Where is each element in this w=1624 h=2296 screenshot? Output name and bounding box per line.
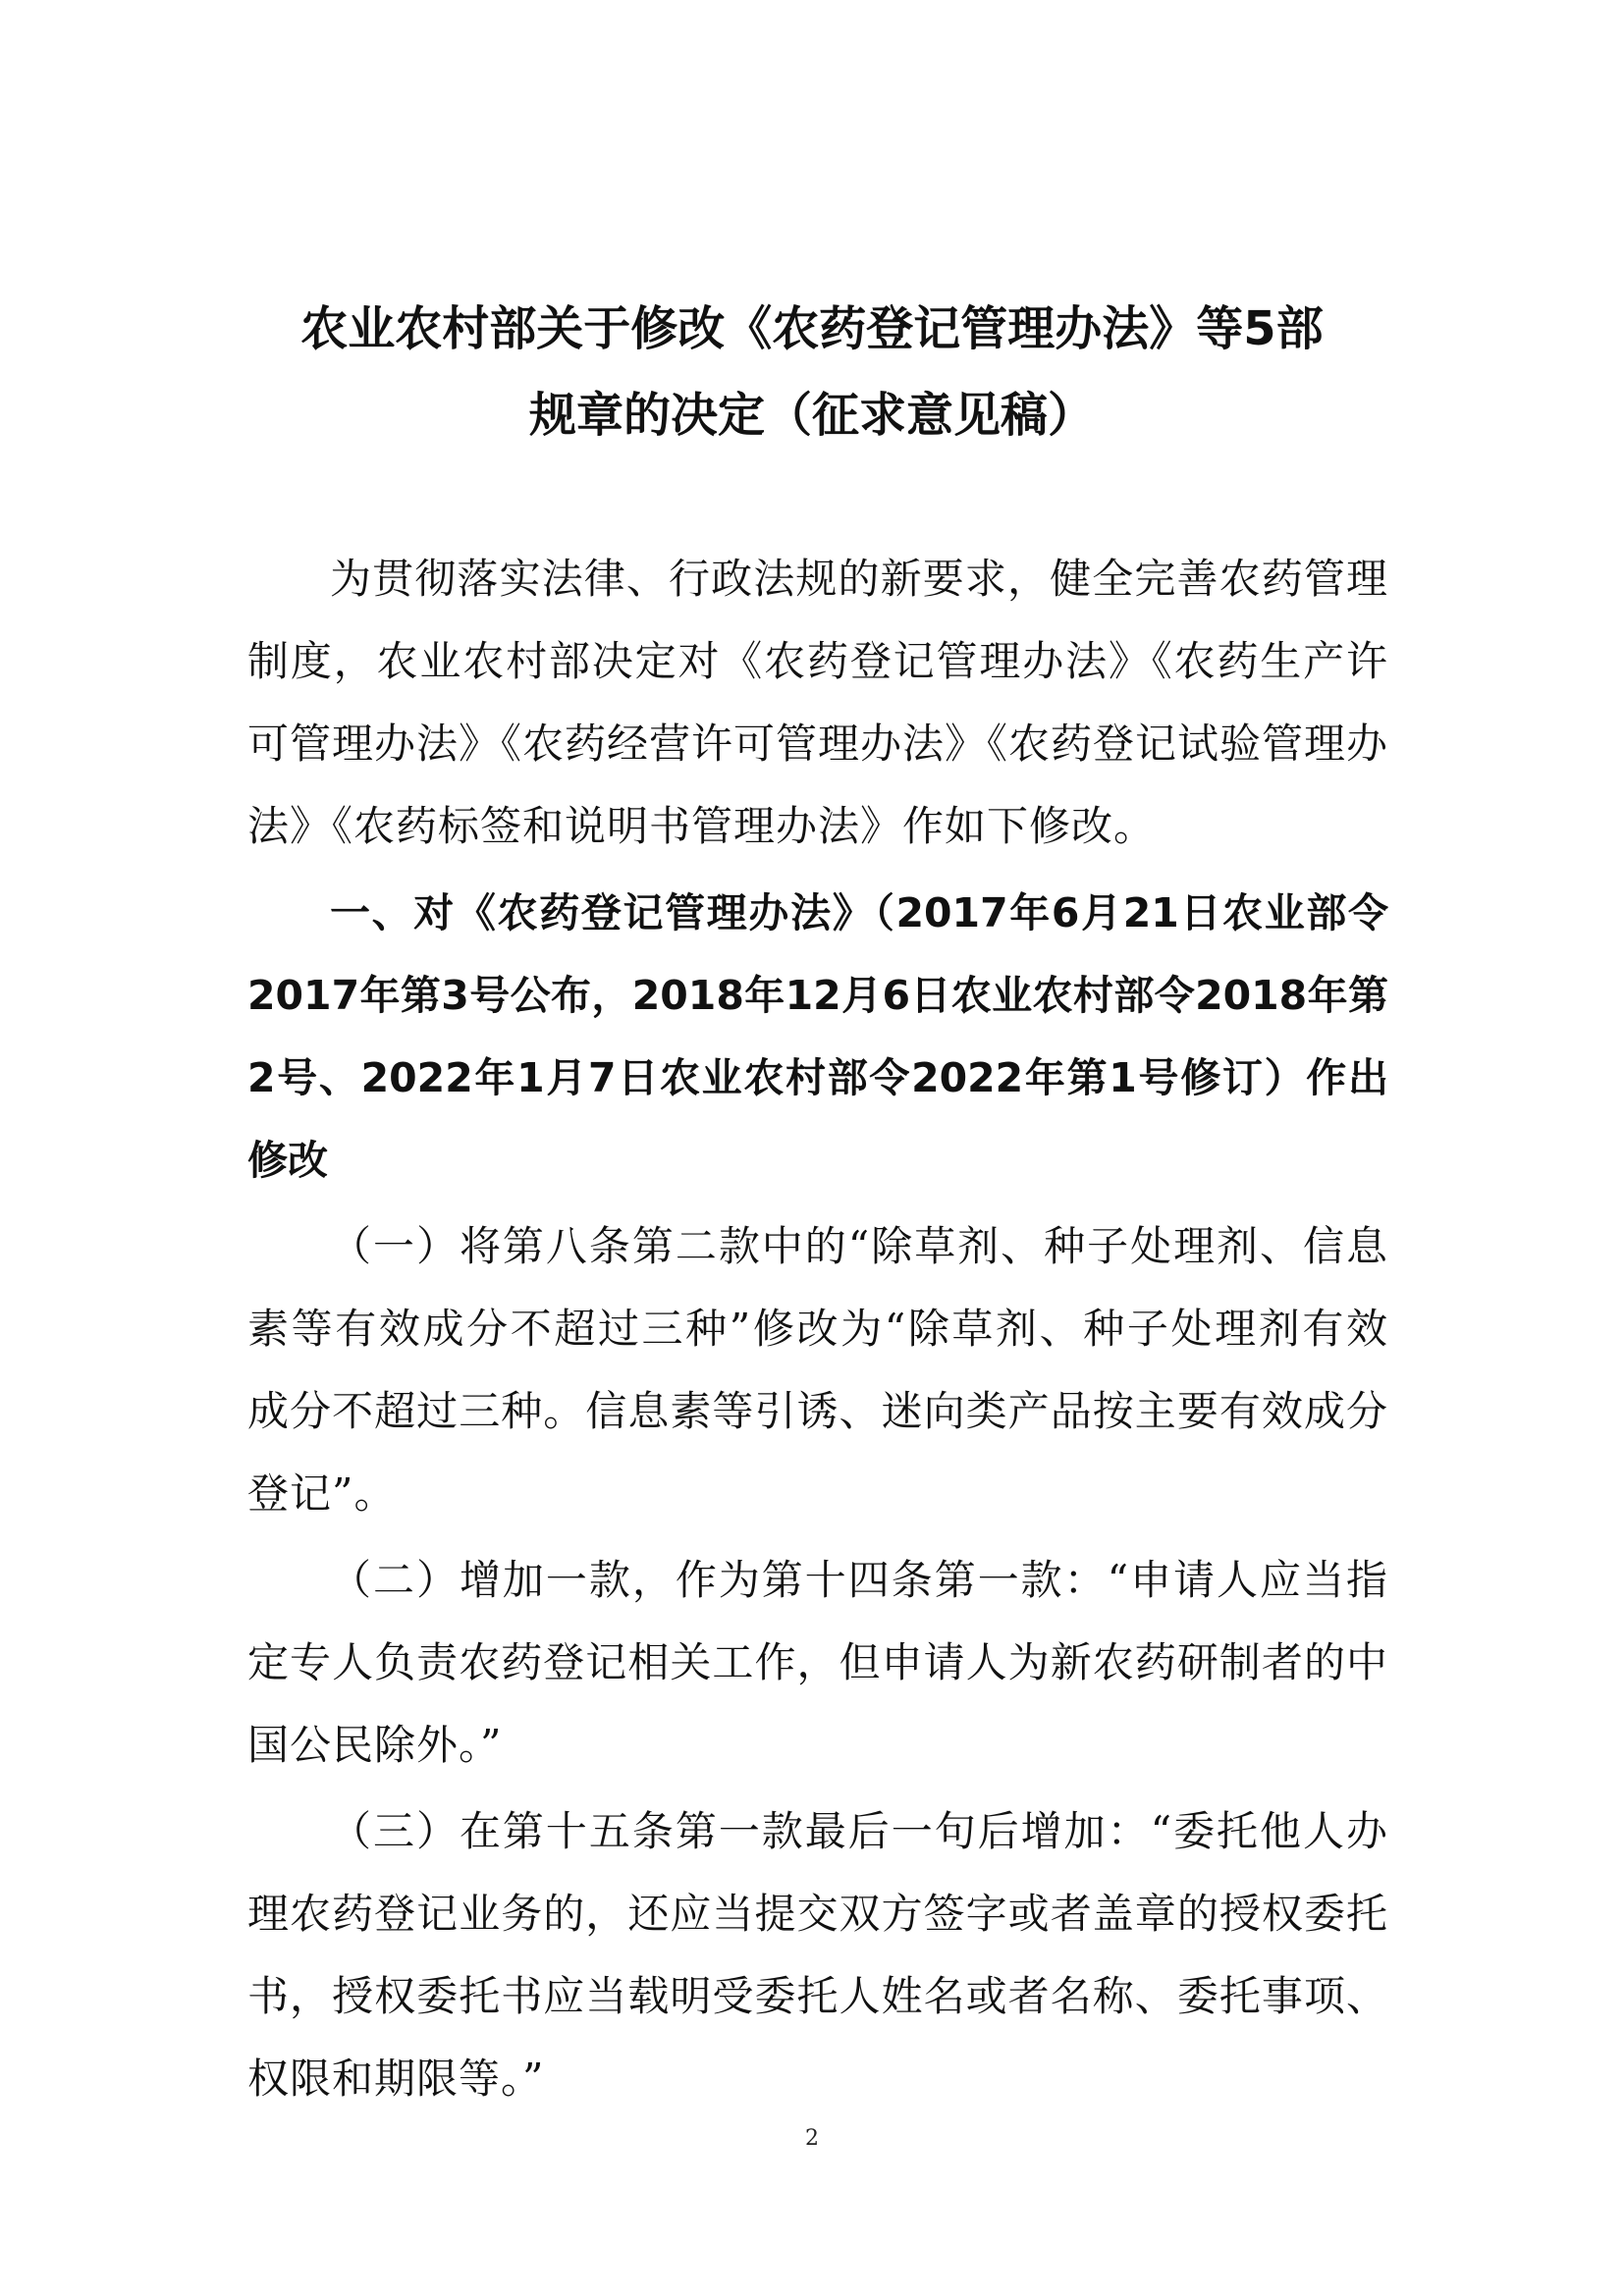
amendment-item-2: （二）增加一款，作为第十四条第一款：“申请人应当指定专人负责农药登记相关工作，但申请人为新农药研制者的中国公民除外。” bbox=[247, 1556, 1388, 1769]
amendment-item-3: （三）在第十五条第一款最后一句后增加：“委托他人办理农药登记业务的，还应当提交双方签字或者盖章的授权委托书，授权委托书应当载明受委托人姓名或者名称、委托事项、权限和期限等。” bbox=[247, 1807, 1388, 2103]
intro-paragraph: 为贯彻落实法律、行政法规的新要求，健全完善农药管理制度，农业农村部决定对《农药登记管理办法》《农药生产许可管理办法》《农药经营许可管理办法》《农药登记试验管理办法》《农药标签和说明书管理办法》作如下修改。 bbox=[247, 555, 1389, 850]
document-body bbox=[247, 538, 1388, 2120]
document-title-line-1: 农业农村部关于修改《农药登记管理办法》等5部 bbox=[300, 301, 1324, 356]
page-number: 2 bbox=[805, 2126, 819, 2151]
document-title-line-2: 规章的决定（征求意见稿） bbox=[528, 388, 1095, 443]
section-1-heading: 一、对《农药登记管理办法》（2017年6月21日农业部令2017年第3号公布，2018年12月6日农业农村部令2018年第2号、2022年1月7日农业农村部令2022年第1号修订）作出修改 bbox=[247, 889, 1388, 1184]
amendment-item-1: （一）将第八条第二款中的“除草剂、种子处理剂、信息素等有效成分不超过三种”修改为“除草剂、种子处理剂有效成分不超过三种。信息素等引诱、迷向类产品按主要有效成分登记”。 bbox=[247, 1222, 1388, 1518]
